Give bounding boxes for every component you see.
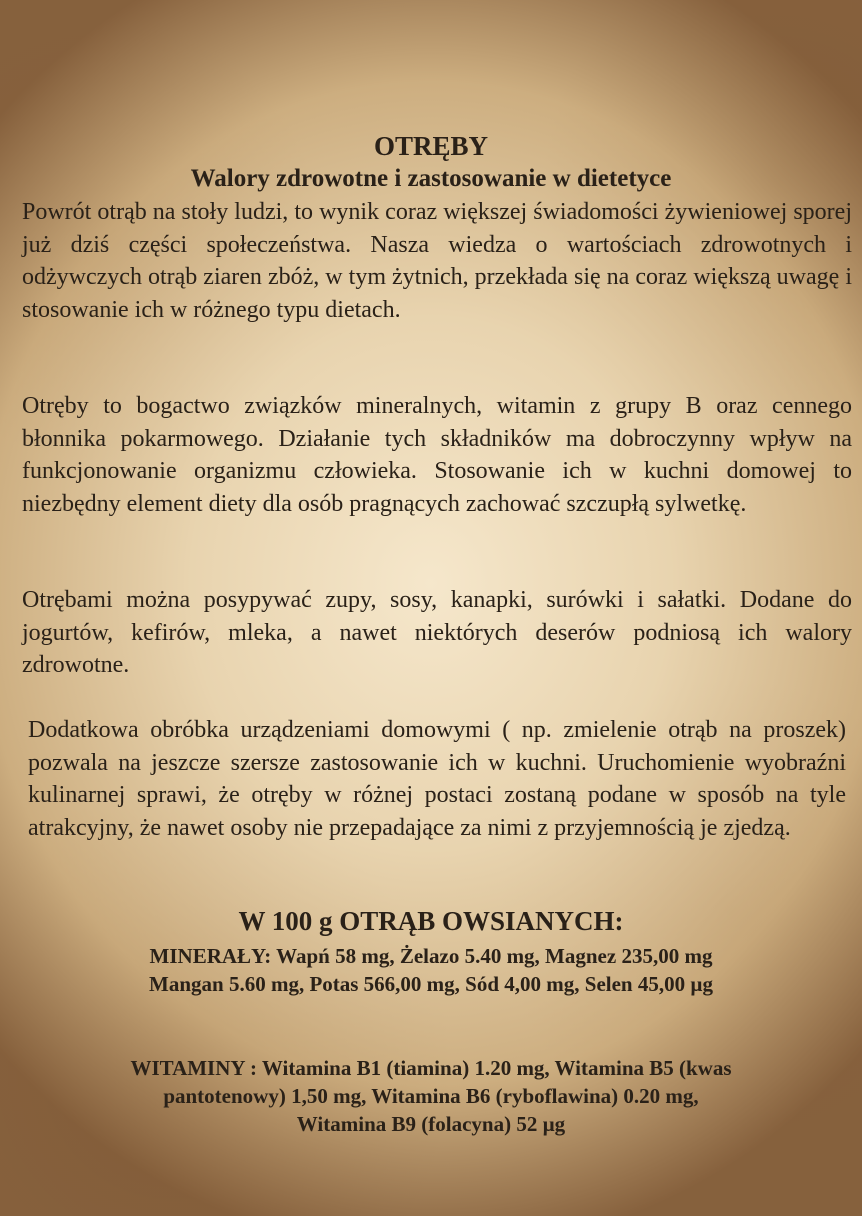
page-title: OTRĘBY: [373, 131, 489, 161]
minerals-label: MINERAŁY:: [149, 944, 272, 968]
vitamins-block: [0, 1054, 862, 1138]
vitamins-line-1: [0, 1054, 862, 1082]
nutrition-heading: W 100 g OTRĄB OWSIANYCH:: [238, 906, 624, 936]
paragraph-processing: Dodatkowa obróbka urządzeniami domowymi ( np. zmielenie otrąb na proszek) pozwala na jeszcze szersze zastosowanie ich w kuchni. Uruchomienie wyobraźni kulinarnej sprawi, że otręby w różnej postaci zostaną podane w sposób na tyle atrakcyjny, że nawet osoby nie przepadające za nimi z przyjemnością je zjedzą.: [28, 717, 846, 841]
paragraph-nutrients: Otręby to bogactwo związków mineralnych, witamin z grupy B oraz cennego błonnika pokarmowego. Działanie tych składników ma dobroczynny wpływ na funkcjonowanie organizmu człowieka. Stosowanie ich w kuchni domowej to niezbędny element diety dla osób pragnących zachować szczupłą sylwetkę.: [22, 393, 852, 517]
paragraph-usage: Otrębami można posypywać zupy, sosy, kanapki, surówki i sałatki. Dodane do jogurtów, kefirów, mleka, a nawet niektórych deserów podniosą ich walory zdrowotne.: [22, 587, 852, 678]
paragraph-intro: Powrót otrąb na stoły ludzi, to wynik coraz większej świadomości żywieniowej sporej już dziś części społeczeństwa. Nasza wiedza o wartościach zdrowotnych i odżywczych otrąb ziaren zbóż, w tym żytnich, przekłada się na coraz większą uwagę i stosowanie ich w różnego typu dietach.: [22, 199, 852, 323]
vitamins-values-2: pantotenowy) 1,50 mg, Witamina B6 (ryboflawina) 0.20 mg,: [163, 1084, 699, 1108]
minerals-line-1: [0, 942, 862, 970]
vitamins-label: WITAMINY :: [130, 1056, 258, 1080]
minerals-values-2: Mangan 5.60 mg, Potas 566,00 mg, Sód 4,00 mg, Selen 45,00 µg: [149, 972, 713, 996]
page-subtitle: Walory zdrowotne i zastosowanie w dietetyce: [190, 165, 672, 192]
minerals-block: [0, 942, 862, 998]
vitamins-values-3: Witamina B9 (folacyna) 52 µg: [296, 1112, 566, 1136]
vitamins-values-1: Witamina B1 (tiamina) 1.20 mg, Witamina B5 (kwas: [261, 1056, 732, 1080]
minerals-values-1: Wapń 58 mg, Żelazo 5.40 mg, Magnez 235,00 mg: [276, 944, 713, 968]
